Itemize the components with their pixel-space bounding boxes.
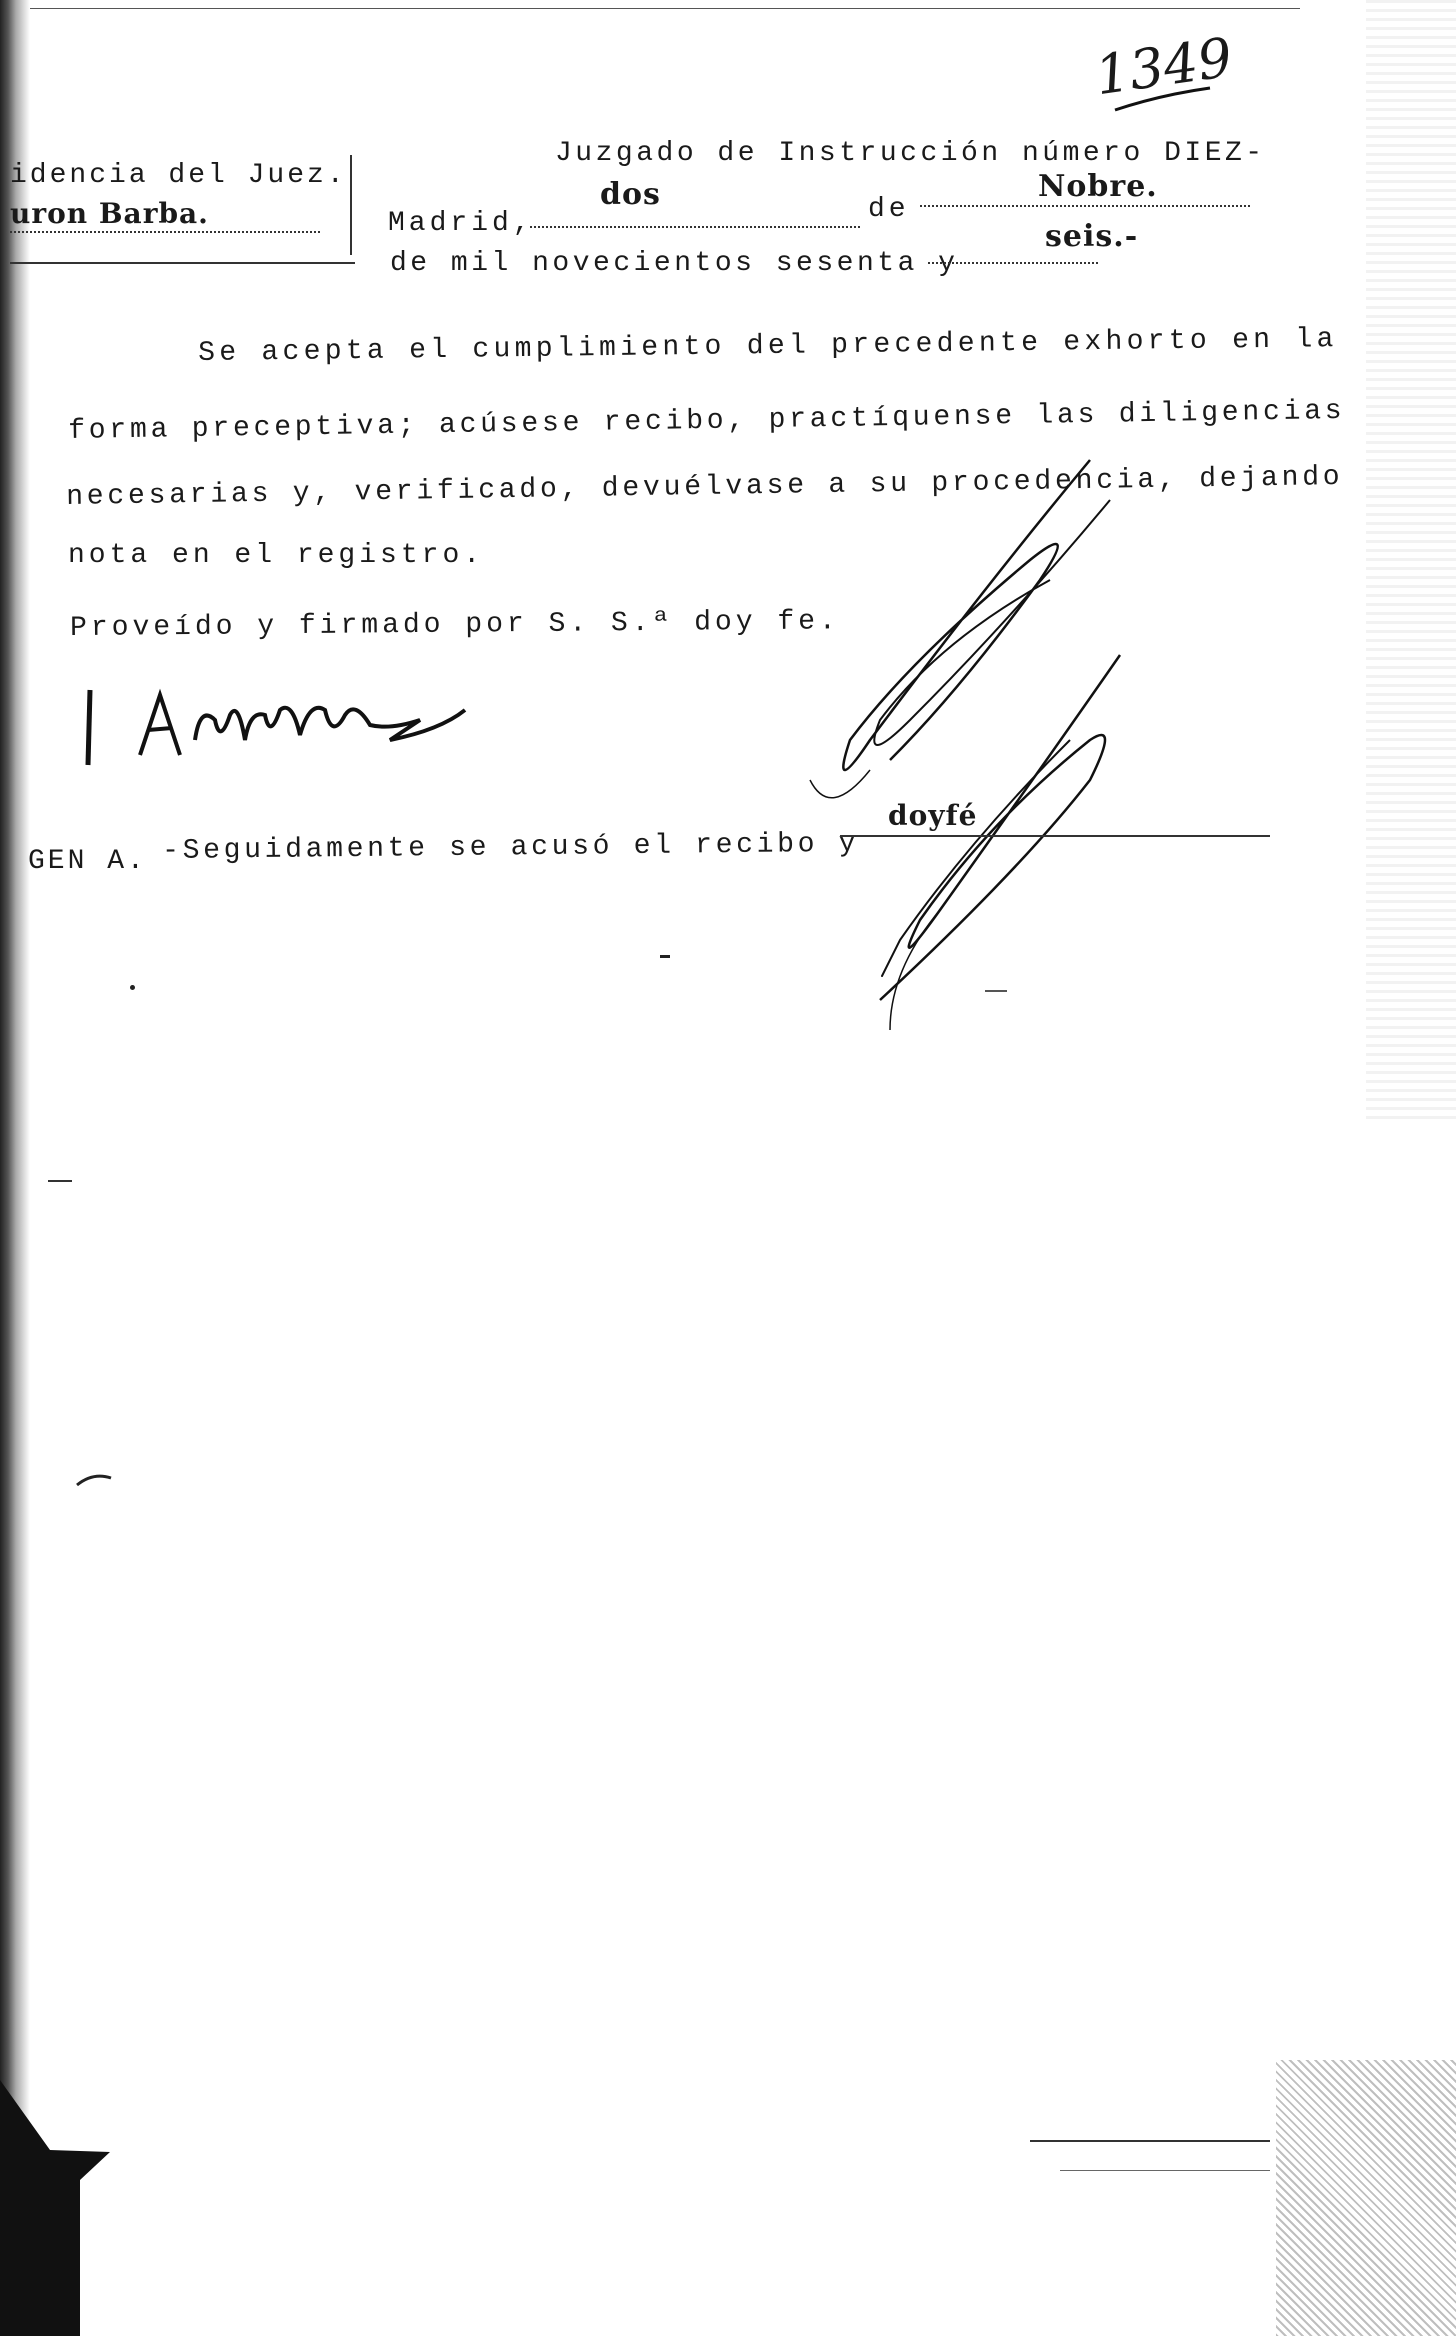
date-day: dos [600, 177, 661, 212]
scan-mark [660, 955, 670, 958]
judge-signature [70, 670, 490, 780]
doyfe-text: doyfé [888, 799, 978, 832]
year-prefix: de mil novecientos sesenta y [390, 248, 959, 279]
bottom-rule-2 [1060, 2170, 1270, 2171]
year-suffix: seis.- [1045, 219, 1139, 254]
day-line [530, 226, 860, 228]
scan-noise-bottom-right [1276, 2060, 1456, 2336]
page-number-underline [1110, 80, 1220, 120]
scan-mark [75, 1470, 115, 1490]
sidebar-bottom-line [10, 262, 355, 264]
city-label: Madrid, [388, 208, 534, 239]
body-line-4: nota en el registro. [68, 540, 485, 571]
sidebar-line-1: idencia del Juez. [10, 160, 347, 191]
scan-right-edge [1366, 0, 1456, 1120]
body-line-3: necesarias y, verificado, devuélvase a su procedencia, dejando [65, 461, 1344, 513]
body-line-5: Proveído y firmado por S. S.ª doy fe. [69, 606, 840, 644]
sidebar-line-2: uron Barba. [10, 197, 209, 230]
diligencia-text: -Seguidamente se acusó el recibo y [161, 828, 860, 867]
date-month: Nobre. [1038, 169, 1158, 204]
sidebar-dotted-line [10, 231, 320, 233]
secretary-signature [790, 440, 1160, 1040]
scan-mark [985, 990, 1007, 992]
de-label: de [868, 194, 910, 225]
body-line-1: Se acepta el cumplimiento del precedente exhorto en la [197, 324, 1338, 369]
diligencia-label: GEN A. [28, 846, 147, 877]
top-border [0, 8, 1300, 9]
scan-mark [48, 1180, 72, 1182]
page-number: 1349 [1091, 25, 1237, 108]
court-title: Juzgado de Instrucción número DIEZ- [555, 138, 1266, 169]
month-line [920, 205, 1250, 207]
scan-mark [130, 985, 135, 990]
sidebar-divider [350, 155, 352, 255]
diligencia-line [840, 835, 1270, 837]
year-line [928, 262, 1098, 264]
bottom-rule [1030, 2140, 1270, 2142]
binding-artifact [0, 2080, 130, 2336]
scan-left-edge [0, 0, 30, 2336]
body-line-2: forma preceptiva; acúsese recibo, practíquense las diligencias [67, 395, 1346, 447]
